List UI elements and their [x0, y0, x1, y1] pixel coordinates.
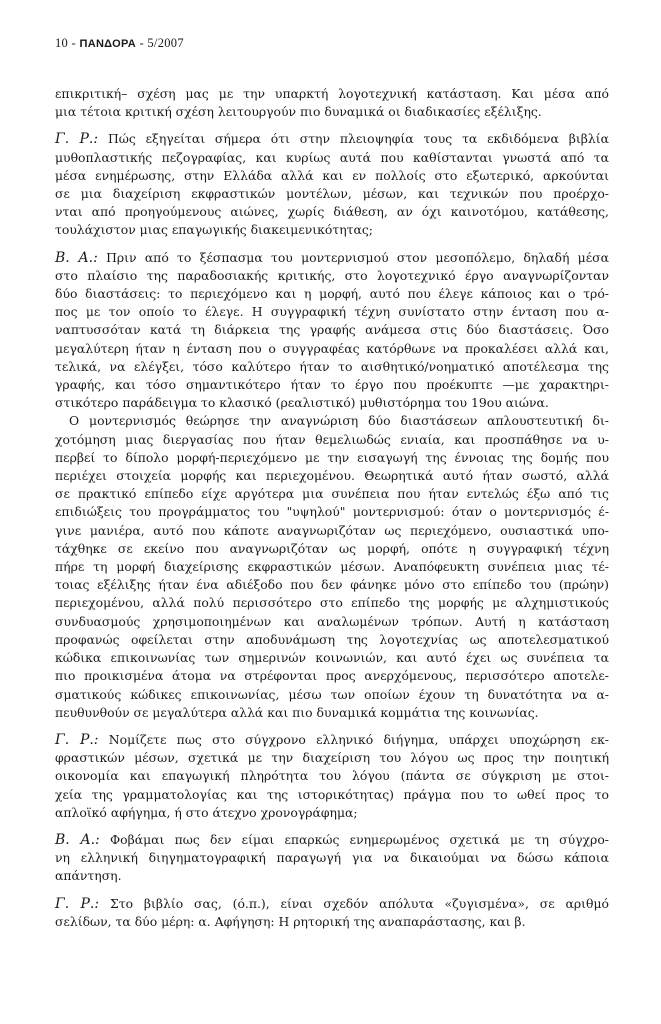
paragraph	[55, 731, 609, 822]
text-line: τουλάχιστον μιας επαγωγικής διακειμενικότητας;	[55, 222, 373, 238]
speaker-label: Γ. Ρ.:	[55, 731, 99, 748]
paragraph	[55, 85, 609, 121]
text-line: περιεχομένου, αλλά πολύ περισσότερο στο επίπεδο της μορφής με αλχημιστικούς	[55, 595, 609, 611]
text-line: νται από προηγούμενους αιώνες, χωρίς διάθεση, αν όχι καινοτόμου, κατάθεσης,	[55, 204, 609, 220]
text-line: Γ. Ρ.: Νομίζετε πως στο σύγχρονο ελληνικό διήγημα, υπάρχει υποχώρηση εκ-	[55, 731, 609, 748]
text-line: στικότερο παράδειγμα το κλασικό (ρεαλιστικό) μυθιστόρημα του 19ου αιώνα.	[55, 395, 549, 411]
paragraph	[55, 895, 609, 931]
text-line: τελικά, να ελέγξει, τόσο καλύτερο ήταν το αισθητικό/νοηματικό αποτέλεσμα της	[55, 358, 609, 374]
paragraph	[55, 249, 609, 413]
text-line: απλοϊκό αφήγημα, ή στο άτεχνο χρονογράφημα;	[55, 804, 358, 820]
paragraph	[55, 412, 609, 721]
text-line: γινε μανιέρα, αυτό που κάποτε αναγνωριζόταν ως περιεχόμενο, ουσιαστικά υπο-	[55, 522, 609, 538]
text-line: σελίδων, τα δύο μέρη: α. Αφήγηση: Η ρητορική της αναπαράστασης, και β.	[55, 913, 526, 929]
text-line: απάντηση.	[55, 868, 122, 884]
text-line: Ο μοντερνισμός θεώρησε την αναγνώριση δύο διαστάσεων απλουστευτική δι-	[69, 413, 609, 429]
text-line: επικριτική– σχέση μας με την υπαρκτή λογοτεχνική κατάσταση. Και μέσα από	[55, 86, 609, 101]
text-line: χοτόμηση μιας διεργασίας που ήταν θεμελιωδώς ενιαία, και προσπάθησε να υ-	[55, 431, 609, 447]
text-line: προφανώς οφείλεται στην αποδυνάμωση της λογοτεχνίας ως αποτελεσματικού	[55, 631, 609, 647]
text-line: φραστικών μέσων, σχετικά με την διαχείριση του λόγου ως προς την ποιητική	[55, 750, 609, 766]
text-line: Γ. Ρ.: Πώς εξηγείται σήμερα ότι στην πλειοψηφία τους τα εκδιδόμενα βιβλία	[55, 131, 610, 148]
text-line: μια τέτοια κριτική σχέση λειτουργούν πιο δυναμικά οι διαδικασίες εξέλιξης.	[55, 104, 542, 120]
text-line: επιδιώξεις του προγράμματος του "υψηλού" μοντερνισμού: όταν ο μοντερνισμός έ-	[55, 504, 609, 520]
text-line: ναπτυσσόταν κατά τη διάρκεια της γραφής ανάμεσα στις δύο διαστάσεις. Όσο	[55, 322, 609, 338]
text-line: σε πρακτικό επίπεδο είχε αργότερα μια συνέπεια που ήταν εντελώς έξω από τις	[55, 486, 609, 502]
header-separator: -	[71, 36, 77, 50]
text-line: τοιας εξέλιξης ήταν ένα αδιέξοδο που δεν φάνηκε μόνο στο επίπεδο του (πρώην)	[55, 577, 609, 593]
text-line: στο πλαίσιο της παραδοσιακής κριτικής, στο λογοτεχνικό έργο αναγνωρίζονταν	[55, 267, 609, 283]
text-line: Γ. Ρ.: Στο βιβλίο σας, (ό.π.), είναι σχεδόν απόλυτα «ζυγισμένα», σε αριθμό	[55, 895, 609, 912]
speaker-label: Β. Α.:	[55, 249, 98, 266]
text-line: πιο προικισμένα άτομα να στρέφονται προς ανερχόμενους, περισσότερο αποτελε-	[55, 668, 609, 684]
text-line: πος με τον οποίο το έλεγε. Η συγγραφική τέχνη συνίστατο στην ένταση που α-	[55, 304, 609, 320]
page-number: 10	[55, 36, 69, 50]
header-separator-2: -	[139, 36, 144, 50]
text-line: μέσα ενημέρωσης, στην Ελλάδα αλλά και εν πολλοίς στο εξωτερικό, αρκούνται	[55, 167, 609, 183]
text-line: συνδυασμούς χρησιμοποιημένων και αναλωμένων τρόπων. Αυτή η κατάσταση	[55, 613, 609, 629]
text-line: δύο διαστάσεις: το περιεχόμενο και η μορφή, αυτό που έλεγε κάποιος και ο τρό-	[55, 286, 609, 302]
paragraph	[55, 831, 609, 886]
body-text	[55, 85, 609, 931]
text-line: περβεί το δίπολο μορφή-περιεχόμενο με την εισαγωγή της έννοιας της δομής που	[55, 449, 609, 465]
text-line: περιέχει στοιχεία μορφής και περιεχομένου. Θεωρητικά αυτό ήταν σωστό, αλλά	[55, 468, 609, 484]
text-line: νη ελληνική διηγηματογραφική παραγωγή για να δικαιούμαι να δώσω κάποια	[55, 850, 609, 866]
speaker-label: Γ. Ρ.:	[55, 131, 99, 148]
text-line: σε μια διαχείριση εκφραστικών μοντέλων, μέσων, και τεχνικών που προέρχο-	[55, 186, 609, 202]
paragraph	[55, 130, 609, 239]
text-line: Β. Α.: Φοβάμαι πως δεν είμαι επαρκώς ενημερωμένος σχετικά με τη σύγχρο-	[55, 831, 609, 848]
text-line: μυθοπλαστικής πεζογραφίας, και κυρίως αυτά που καθίστανται γνωστά από τα	[55, 149, 609, 165]
text-line: σματικούς κώδικες επικοινωνίας, μέσω των οποίων έχουν τη δυνατότητα να α-	[55, 686, 609, 702]
text-line: τάχθηκε σε εκείνο που αναγνωριζόταν ως μορφή, οπότε η συγγραφική τέχνη	[55, 540, 609, 556]
document-page	[55, 36, 609, 931]
text-line: πήρε τη μορφή διαχείρισης εκφραστικών μέσων. Αναπόφευκτη συνέπεια μιας τέ-	[55, 559, 609, 575]
text-line: πευθυνθούν σε μεγαλύτερα αλλά και πιο δυναμικά κομμάτια της κοινωνίας.	[55, 704, 539, 720]
issue-number: 5/2007	[147, 36, 184, 50]
text-line: μεγαλύτερη ήταν η ένταση που ο συγγραφέας κατόρθωνε να προκαλέσει αλλά και,	[55, 340, 609, 356]
running-header	[55, 36, 609, 51]
speaker-label: Β. Α.:	[55, 831, 100, 848]
text-line: γραφής, και τόσο σημαντικότερο ήταν το έργο που προέκυπτε —με χαρακτηρι-	[55, 377, 609, 393]
text-line: κώδικα επικοινωνίας των σημερινών κοινωνιών, και αυτό έχει ως συνέπεια τα	[55, 650, 609, 666]
magazine-title: ΠΑΝΔΟΡΑ	[79, 38, 137, 50]
speaker-label: Γ. Ρ.:	[55, 895, 100, 912]
text-line: Β. Α.: Πριν από το ξέσπασμα του μοντερνισμού στον μεσοπόλεμο, δηλαδή μέσα	[55, 249, 609, 266]
text-line: χεία της γραμματολογίας και της ιστορικότητας) πράγμα που το ωθεί προς το	[55, 786, 609, 802]
text-line: οικονομία και επαγωγική πληρότητα του λόγου (πάντα σε σύγκριση με στοι-	[55, 768, 609, 784]
